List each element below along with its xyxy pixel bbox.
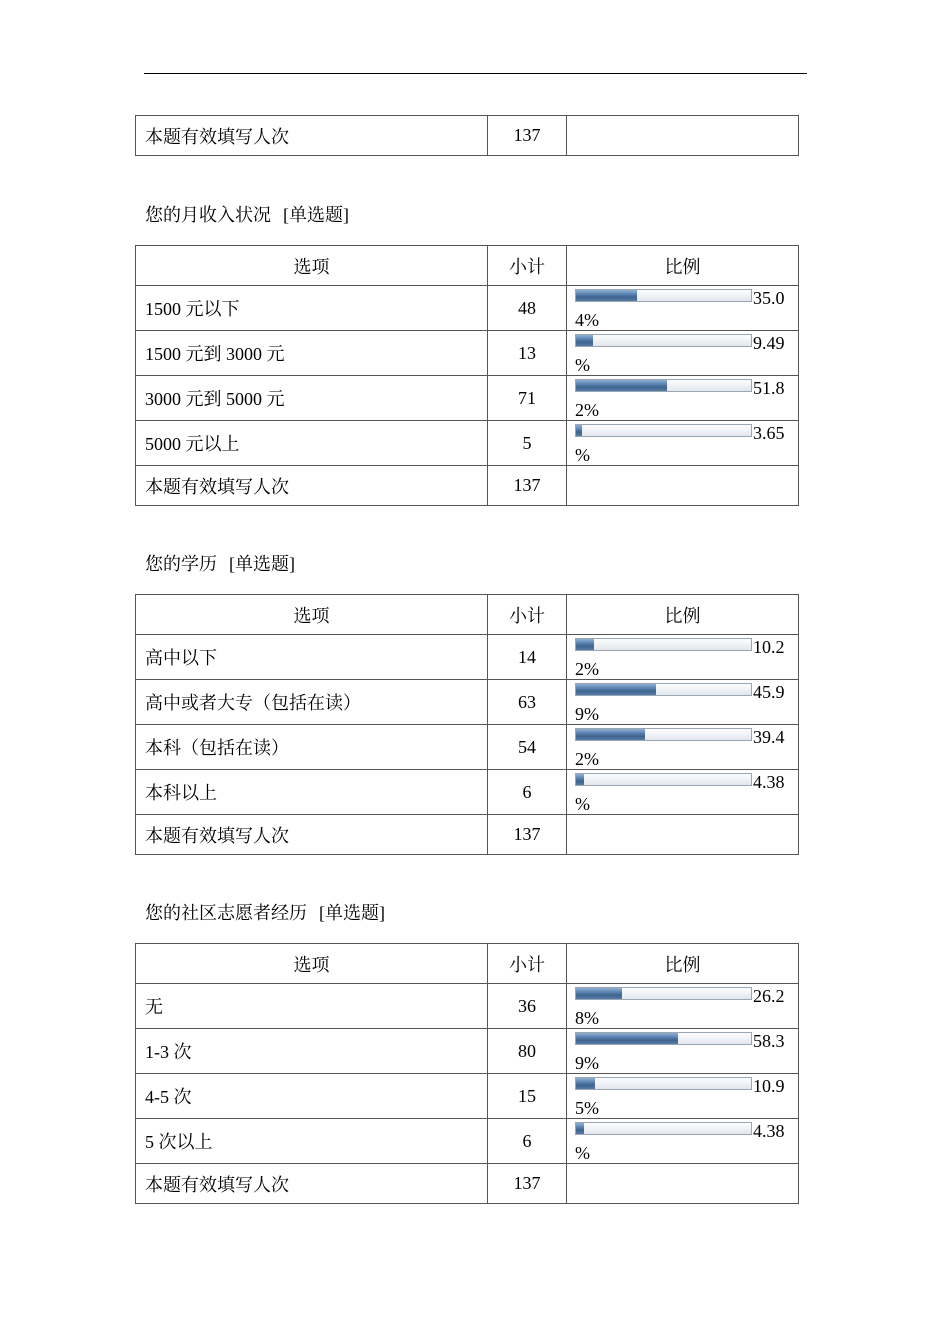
- table-row: [136, 725, 799, 770]
- percent-text: [575, 1120, 795, 1164]
- option-ratio: [567, 635, 799, 680]
- percent-text-line2: 8%: [575, 1008, 599, 1028]
- option-count: 5: [488, 421, 567, 466]
- percent-text-line1: 45.9: [753, 682, 785, 702]
- percent-text: [575, 771, 795, 815]
- percent-text-line2: 2%: [575, 749, 599, 769]
- question-type: [单选题]: [319, 903, 385, 923]
- option-label: 1500 元以下: [136, 286, 488, 331]
- option-count: 6: [488, 770, 567, 815]
- percent-text: [575, 985, 795, 1029]
- option-ratio: [567, 286, 799, 331]
- percent-text: [575, 287, 795, 331]
- option-ratio: [567, 770, 799, 815]
- percent-text: [575, 1030, 795, 1074]
- percent-text-line2: %: [575, 445, 590, 465]
- percent-text: [575, 1075, 795, 1119]
- total-row: [136, 815, 799, 855]
- option-label: 1500 元到 3000 元: [136, 331, 488, 376]
- percent-text-line2: %: [575, 794, 590, 814]
- header-row: [136, 595, 799, 635]
- header-row: [136, 246, 799, 286]
- table-row: [136, 286, 799, 331]
- header-ratio: 比例: [567, 595, 799, 635]
- percent-text: [575, 636, 795, 680]
- header-count: 小计: [488, 595, 567, 635]
- percent-text-line1: 26.2: [753, 986, 785, 1006]
- option-label: 高中以下: [136, 635, 488, 680]
- option-count: 80: [488, 1029, 567, 1074]
- option-label: 1-3 次: [136, 1029, 488, 1074]
- header-option: 选项: [136, 595, 488, 635]
- option-count: 15: [488, 1074, 567, 1119]
- percent-text-line2: 5%: [575, 1098, 599, 1118]
- option-label: 本科（包括在读）: [136, 725, 488, 770]
- table-row: [136, 331, 799, 376]
- percent-text-line2: %: [575, 1143, 590, 1163]
- option-count: 63: [488, 680, 567, 725]
- question-title-education: [145, 550, 295, 576]
- percent-text-line1: 3.65: [753, 423, 785, 443]
- option-count: 6: [488, 1119, 567, 1164]
- question-title-text: 您的学历: [145, 554, 217, 574]
- total-ratio-empty: [567, 815, 799, 855]
- option-label: 高中或者大专（包括在读）: [136, 680, 488, 725]
- total-count: 137: [488, 1164, 567, 1204]
- total-row: [136, 116, 799, 156]
- total-ratio-empty: [567, 466, 799, 506]
- percent-text-line2: 2%: [575, 659, 599, 679]
- previous-question-total-table: [135, 115, 799, 156]
- option-label: 4-5 次: [136, 1074, 488, 1119]
- percent-text-line2: 4%: [575, 310, 599, 330]
- percent-text-line1: 39.4: [753, 727, 785, 747]
- option-ratio: [567, 725, 799, 770]
- total-ratio-empty: [567, 116, 799, 156]
- option-label: 5000 元以上: [136, 421, 488, 466]
- option-count: 13: [488, 331, 567, 376]
- option-ratio: [567, 984, 799, 1029]
- option-ratio: [567, 421, 799, 466]
- option-count: 48: [488, 286, 567, 331]
- header-option: 选项: [136, 246, 488, 286]
- option-label: 无: [136, 984, 488, 1029]
- percent-text-line2: %: [575, 355, 590, 375]
- total-count: 137: [488, 116, 567, 156]
- percent-text-line2: 9%: [575, 704, 599, 724]
- option-ratio: [567, 680, 799, 725]
- table-row: [136, 984, 799, 1029]
- percent-text-line1: 9.49: [753, 333, 785, 353]
- total-row: [136, 1164, 799, 1204]
- volunteer-table: [135, 943, 799, 1204]
- percent-text-line1: 10.9: [753, 1076, 785, 1096]
- option-ratio: [567, 1074, 799, 1119]
- percent-text-line1: 4.38: [753, 1121, 785, 1141]
- question-type: [单选题]: [229, 554, 295, 574]
- header-ratio: 比例: [567, 944, 799, 984]
- header-ratio: 比例: [567, 246, 799, 286]
- option-label: 5 次以上: [136, 1119, 488, 1164]
- percent-text: [575, 332, 795, 376]
- header-count: 小计: [488, 944, 567, 984]
- percent-text-line2: 2%: [575, 400, 599, 420]
- table-row: [136, 770, 799, 815]
- header-row: [136, 944, 799, 984]
- percent-text-line2: 9%: [575, 1053, 599, 1073]
- option-label: 本科以上: [136, 770, 488, 815]
- option-ratio: [567, 376, 799, 421]
- table-row: [136, 1119, 799, 1164]
- total-label: 本题有效填写人次: [136, 815, 488, 855]
- option-ratio: [567, 1029, 799, 1074]
- percent-text: [575, 681, 795, 725]
- header-rule: [144, 73, 807, 74]
- option-ratio: [567, 1119, 799, 1164]
- total-label: 本题有效填写人次: [136, 466, 488, 506]
- question-title-text: 您的社区志愿者经历: [145, 903, 307, 923]
- total-count: 137: [488, 466, 567, 506]
- option-count: 14: [488, 635, 567, 680]
- question-title-text: 您的月收入状况: [145, 205, 271, 225]
- table-row: [136, 421, 799, 466]
- table-row: [136, 635, 799, 680]
- total-count: 137: [488, 815, 567, 855]
- question-title-income: [145, 201, 349, 227]
- percent-text-line1: 10.2: [753, 637, 785, 657]
- header-count: 小计: [488, 246, 567, 286]
- option-label: 3000 元到 5000 元: [136, 376, 488, 421]
- total-ratio-empty: [567, 1164, 799, 1204]
- option-ratio: [567, 331, 799, 376]
- income-table: [135, 245, 799, 506]
- percent-text: [575, 422, 795, 466]
- percent-text-line1: 51.8: [753, 378, 785, 398]
- question-type: [单选题]: [283, 205, 349, 225]
- table-row: [136, 1074, 799, 1119]
- percent-text-line1: 35.0: [753, 288, 785, 308]
- total-row: [136, 466, 799, 506]
- percent-text-line1: 4.38: [753, 772, 785, 792]
- percent-text: [575, 726, 795, 770]
- education-table: [135, 594, 799, 855]
- header-option: 选项: [136, 944, 488, 984]
- total-label: 本题有效填写人次: [136, 1164, 488, 1204]
- total-label: 本题有效填写人次: [136, 116, 488, 156]
- percent-text: [575, 377, 795, 421]
- table-row: [136, 680, 799, 725]
- table-row: [136, 1029, 799, 1074]
- option-count: 71: [488, 376, 567, 421]
- question-title-volunteer: [145, 899, 385, 925]
- table-row: [136, 376, 799, 421]
- option-count: 54: [488, 725, 567, 770]
- option-count: 36: [488, 984, 567, 1029]
- percent-text-line1: 58.3: [753, 1031, 785, 1051]
